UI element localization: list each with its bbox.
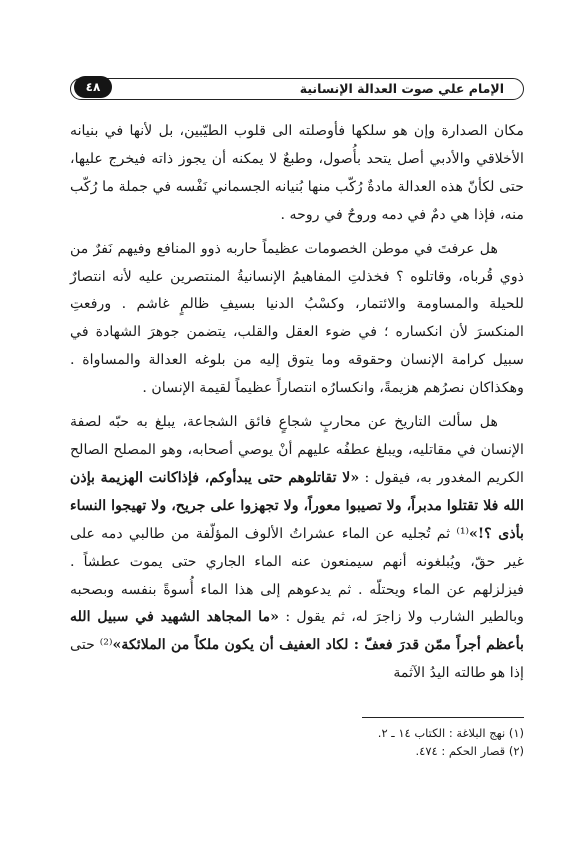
footnotes xyxy=(70,724,524,760)
paragraph-text: ⁽²⁾ حتى إذا هو طالته اليدُ الآثمة xyxy=(70,637,524,682)
quotation-text: «لا تقاتلوهم حتى يبدأوكم، فإذاكانت الهزيمة بإذن الله فلا تقتلوا مدبراً، ولا تصيبوا معوراً، ولا تجهزوا على جريح، ولا تهيجوا النساء بأذى ؟!» xyxy=(70,469,524,542)
quotation-text: «ما المجاهد الشهيد في سبيل الله بأعظم أجراً ممّن قدرَ فعفّ : لكاد العفيف أن يكون ملكاً من الملائكة» xyxy=(70,609,525,654)
paragraph-text: هل عرفتَ في موطن الخصومات عظيماً حاربه ذوو المنافع وفيهم نَفرٌ من ذوي قُرباه، وقاتلوه ؟ فخذلتِ المفاهيمُ الإنسانيةُ المنتصرين عليه لأنه انتصارٌ للحيلة والمساومة والائتمار، وكسْبُ الدنيا بسيفِ ظالمٍ غاشم . ورفعتِ المنكسرَ لأن انكساره ؛ في ضوء العقل والقلب، يتضمن جوهرَ الشهادة في سبيل كرامة الإنسان وحقوقه وما يتوق إليه من بلوغه العدالة والمساواة . وهكذاكان نصرُهم هزيمةً، وانكسارُه انتصاراً عظيماً لقيمة الإنسان . xyxy=(70,240,524,397)
paragraph-text: هل سألت التاريخ عن محاربٍ شجاعٍ فائق الشجاعة، يبلغ به حبّه لصفة الإنسان في مقاتليه، ويبلغ عطفُه عليهم أنْ يوصي أصحابه، وهو المصلح الصالح الكريم المغدور به، فيقول : xyxy=(70,414,524,486)
footnote-1: (١) نهج البلاغة : الكتاب ١٤ ـ ٢. xyxy=(377,726,524,740)
footnote-separator xyxy=(362,717,524,718)
running-header xyxy=(70,76,524,102)
body-paragraph xyxy=(70,118,524,230)
paragraph-text: ⁽¹⁾ ثم تُجليه عن الماء عشراتُ الألوف المؤلّفة من طالبي دمه على غير حقّ، ويُبلغونه أنهم سيمنعون عنه الماء الجاري حتى يموت عطشاً . فيزلزلهم عن الماء ويحتلّه . ثم يدعوهم إلى هذا الماء أُسوةً بنفسه وبصحبه وبالطير الشارب ولا زاجرَ له، ثم يقول : xyxy=(70,525,525,626)
body-text xyxy=(70,118,524,688)
header-title: الإمام علي صوت العدالة الإنسانية xyxy=(299,81,504,96)
footnote-2: (٢) قصار الحكم : ٤٧٤. xyxy=(415,744,524,758)
paragraph-text: مكان الصدارة وإن هو سلكها فأوصلته الى قلوب الطيّبين، بل لأنها في بنيانه الأخلاقي والأدبي أصل يتحد بأُصول، وطبعٌ لا يمكنه أن يجوز ذاته فيخرج عليها، حتى لكأنّ هذه العدالة مادةٌ رُكّب منها بُنيانه الجسماني نَفْسه في جملة ما رُكّب منه، فإذا هي دمٌ في دمه وروحٌ في روحه . xyxy=(70,123,524,223)
body-paragraph xyxy=(70,236,524,403)
body-paragraph xyxy=(70,409,524,688)
page-number-badge: ٤٨ xyxy=(74,76,112,98)
